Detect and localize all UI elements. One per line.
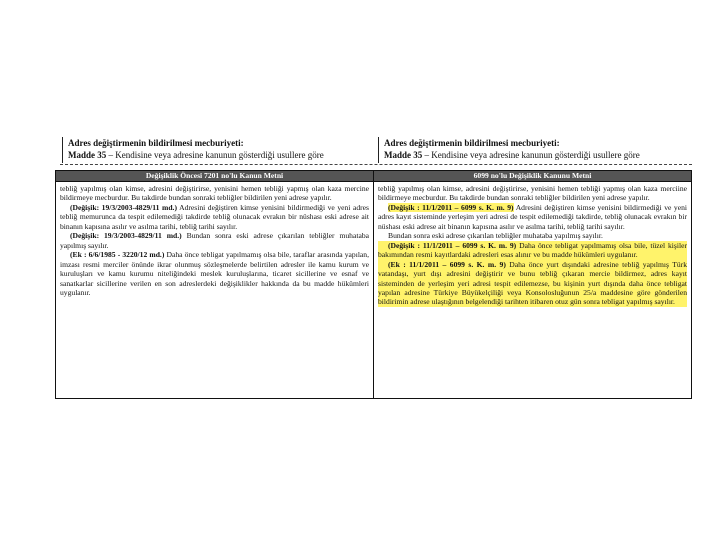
left-paragraph-3-text: Bundan sonra eski adrese çıkarılan tebliğler muhataba yapılmış sayılır. xyxy=(60,231,369,250)
left-paragraph-2-ref: (Değişik: 19/3/2003-4829/11 md.) xyxy=(70,202,177,212)
right-header-text: – Kendisine veya adresine kanunun gösterdiği usullere göre xyxy=(422,150,640,160)
left-paragraph-4-text: Daha önce tebligat yapılmamış olsa bile, taraflar arasında yapılan, imzası resmi merciler önünde ikrar olunmuş sözleşmelerde belirtilen adresler ile kamu kurum ve kuruluşları ve kamu kurumu niteliğindeki meslek kuruluşlarına, ticaret sicillerine ve esnaf ve sanatkarlar sicillerine verilen en son adreslerdeki değişiklikler hakkında da bu madde hükümleri uygulanır. xyxy=(60,250,369,297)
right-paragraph-4-ref: (Değişik : 11/1/2011 – 6099 s. K. m. 9) xyxy=(388,240,517,250)
header-divider xyxy=(60,164,692,165)
right-section-header xyxy=(378,137,696,163)
right-paragraph-4-text: Daha önce tebligat yapılmamış olsa bile, tüzel kişiler bakımından resmi kayıtlardaki adresleri esas alınır ve bu madde hükümleri uygulanır. xyxy=(378,240,687,260)
right-paragraph-4 xyxy=(378,241,687,260)
left-header-title: Adres değiştirmenin bildirilmesi mecburiyeti: xyxy=(68,138,244,148)
left-paragraph-1: tebliğ yapılmış olan kimse, adresini değiştirirse, yenisini hemen tebliği yapmış olan kaza mercine bildirmeye mecburdur. Bu takdirde bundan sonraki tebliğler bildirilen yeni adrese yapılır. xyxy=(60,184,369,203)
right-paragraph-2 xyxy=(378,203,687,231)
left-paragraph-3-ref: (Değişik: 19/3/2003-4829/11 md.) xyxy=(70,231,182,241)
right-paragraph-3: Bundan sonra eski adrese çıkarılan tebliğler muhataba yapılmış sayılır. xyxy=(388,231,603,241)
right-column-heading: 6099 no'lu Değişiklik Kanunu Metni xyxy=(374,171,692,182)
comparison-table xyxy=(55,170,692,399)
left-section-header xyxy=(62,137,374,163)
left-column-text xyxy=(56,182,374,399)
right-paragraph-5-ref: (Ek : 11/1/2011 – 6099 s. K. m. 9) xyxy=(388,259,506,269)
right-paragraph-2-ref: (Değişik : 11/1/2011 – 6099 s. K. m. 9) xyxy=(388,202,514,212)
left-header-text: – Kendisine veya adresine kanunun gösterdiği usullere göre xyxy=(106,150,324,160)
right-column-text xyxy=(374,182,692,399)
left-paragraph-3 xyxy=(60,231,369,250)
right-paragraph-2-text: Adresini değiştiren kimse yenisini bildirmediği ve yeni adres kayıt sisteminde yerleşim yeri adresi de tespit edilemediği takdirde, tebliğ olunacak evrakın bir nüshası eski adrese ait binanın kapısına asılır ve asılma tarihi, tebliğ tarihi sayılır. xyxy=(378,202,687,231)
right-paragraph-5-text: Daha önce yurt dışındaki adresine tebliğ yapılmış Türk vatandaşı, yurt dışı adresini değiştirir ve bunu tebliğ çıkaran mercie bildirmez, adres kayıt sisteminden de yerleşim yeri adresi tespit edilemezse, bu kişinin yurt dışında daha önce tebligat yapılan adresine Türkiye Büyükelçiliği veya Konsolosluğunun 25/a maddesine göre gönderilen bildirimin adrese ulaştığının belgelendiği tarihten itibaren otuz gün sonra tebligat yapılmış sayılır. xyxy=(378,259,687,307)
right-paragraph-5 xyxy=(378,260,687,307)
left-paragraph-2 xyxy=(60,203,369,231)
right-paragraph-1: tebliğ yapılmış olan kimse, adresini değiştirirse, yenisini hemen tebliği yapmış olan kaza merciine bildirmeye mecburdur. Bu takdirde bundan sonraki tebliğler bildirilen yeni adrese yapılır. xyxy=(378,184,687,203)
left-column-heading: Değişiklik Öncesi 7201 no'lu Kanun Metni xyxy=(56,171,374,182)
left-paragraph-4-ref: (Ek : 6/6/1985 - 3220/12 md.) xyxy=(70,250,165,260)
right-header-article: Madde 35 xyxy=(384,150,423,160)
left-paragraph-2-text: Adresini değiştiren kimse yenisini bildirmediği ve yeni adres tebliğ memurunca da tespit edilemediği takdirde tebliğ olunacak evrakın bir nüshası eski adrese ait binanın kapısına asılır ve asılma tarihi, tebliğ tarihi sayılır. xyxy=(60,202,369,231)
left-header-article: Madde 35 xyxy=(68,150,107,160)
right-header-title: Adres değiştirmenin bildirilmesi mecburiyeti: xyxy=(384,138,560,148)
left-paragraph-4 xyxy=(60,250,369,297)
